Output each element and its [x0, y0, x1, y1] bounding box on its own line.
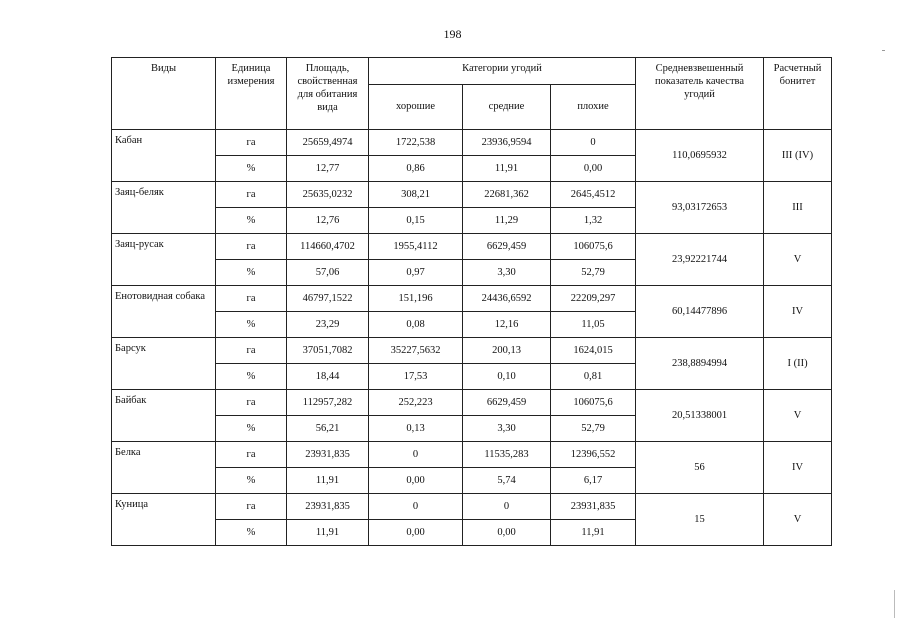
cell-ha-area: 112957,282	[287, 390, 369, 416]
bonitet-value: III (IV)	[764, 130, 832, 182]
habitat-table	[111, 57, 832, 546]
cell-pct-area: 57,06	[287, 260, 369, 286]
cell-pct-area: 12,76	[287, 208, 369, 234]
species-name: Барсук	[112, 338, 216, 390]
cell-ha-bad: 23931,835	[551, 494, 636, 520]
table-row	[112, 286, 832, 312]
cell-ha-bad: 22209,297	[551, 286, 636, 312]
cell-pct-medium: 12,16	[463, 312, 551, 338]
cell-ha-unit: га	[216, 286, 287, 312]
cell-ha-bad: 1624,015	[551, 338, 636, 364]
cell-pct-good: 0,00	[369, 468, 463, 494]
cell-ha-unit: га	[216, 390, 287, 416]
cell-pct-area: 12,77	[287, 156, 369, 182]
header-bonitet: Расчетный бонитет	[764, 58, 832, 130]
cell-ha-good: 151,196	[369, 286, 463, 312]
cell-ha-unit: га	[216, 182, 287, 208]
cell-ha-bad: 106075,6	[551, 234, 636, 260]
cell-pct-unit: %	[216, 312, 287, 338]
scan-edge-mark	[894, 590, 895, 618]
cell-pct-area: 18,44	[287, 364, 369, 390]
cell-pct-medium: 0,10	[463, 364, 551, 390]
cell-ha-unit: га	[216, 338, 287, 364]
cell-ha-good: 308,21	[369, 182, 463, 208]
quality-value: 60,14477896	[636, 286, 764, 338]
cell-ha-good: 1722,538	[369, 130, 463, 156]
cell-pct-medium: 0,00	[463, 520, 551, 546]
table-row	[112, 442, 832, 468]
cell-pct-unit: %	[216, 416, 287, 442]
species-name: Енотовидная собака	[112, 286, 216, 338]
cell-ha-medium: 22681,362	[463, 182, 551, 208]
table-row	[112, 130, 832, 156]
scan-artifact	[882, 50, 885, 51]
header-good: хорошие	[369, 85, 463, 130]
species-name: Байбак	[112, 390, 216, 442]
cell-pct-unit: %	[216, 260, 287, 286]
cell-pct-bad: 0,00	[551, 156, 636, 182]
cell-pct-bad: 1,32	[551, 208, 636, 234]
cell-ha-good: 35227,5632	[369, 338, 463, 364]
quality-value: 15	[636, 494, 764, 546]
cell-pct-bad: 11,05	[551, 312, 636, 338]
cell-pct-area: 23,29	[287, 312, 369, 338]
cell-ha-bad: 2645,4512	[551, 182, 636, 208]
quality-value: 238,8894994	[636, 338, 764, 390]
cell-pct-good: 0,15	[369, 208, 463, 234]
cell-ha-medium: 6629,459	[463, 390, 551, 416]
cell-ha-bad: 12396,552	[551, 442, 636, 468]
table-row	[112, 494, 832, 520]
cell-ha-good: 252,223	[369, 390, 463, 416]
cell-pct-bad: 11,91	[551, 520, 636, 546]
bonitet-value: III	[764, 182, 832, 234]
cell-ha-medium: 11535,283	[463, 442, 551, 468]
table-row	[112, 234, 832, 260]
cell-ha-area: 114660,4702	[287, 234, 369, 260]
cell-ha-bad: 0	[551, 130, 636, 156]
header-area: Площадь, свойственная для обитания вида	[287, 58, 369, 130]
quality-value: 93,03172653	[636, 182, 764, 234]
cell-ha-area: 46797,1522	[287, 286, 369, 312]
header-quality: Средневзвешенный показатель качества угодий	[636, 58, 764, 130]
bonitet-value: V	[764, 494, 832, 546]
cell-pct-bad: 52,79	[551, 260, 636, 286]
cell-pct-good: 0,97	[369, 260, 463, 286]
cell-pct-medium: 5,74	[463, 468, 551, 494]
cell-pct-good: 0,86	[369, 156, 463, 182]
cell-pct-medium: 11,29	[463, 208, 551, 234]
cell-ha-bad: 106075,6	[551, 390, 636, 416]
cell-pct-unit: %	[216, 520, 287, 546]
bonitet-value: V	[764, 234, 832, 286]
cell-pct-area: 11,91	[287, 520, 369, 546]
bonitet-value: I (II)	[764, 338, 832, 390]
cell-pct-good: 0,08	[369, 312, 463, 338]
species-name: Заяц-русак	[112, 234, 216, 286]
cell-pct-area: 11,91	[287, 468, 369, 494]
cell-pct-good: 0,00	[369, 520, 463, 546]
quality-value: 20,51338001	[636, 390, 764, 442]
species-name: Белка	[112, 442, 216, 494]
cell-ha-unit: га	[216, 234, 287, 260]
cell-ha-area: 25635,0232	[287, 182, 369, 208]
cell-ha-good: 1955,4112	[369, 234, 463, 260]
species-name: Куница	[112, 494, 216, 546]
cell-ha-area: 37051,7082	[287, 338, 369, 364]
table-header	[112, 58, 832, 130]
cell-ha-unit: га	[216, 130, 287, 156]
header-categories: Категории угодий	[369, 58, 636, 85]
table-row	[112, 338, 832, 364]
cell-pct-unit: %	[216, 208, 287, 234]
quality-value: 56	[636, 442, 764, 494]
quality-value: 23,92221744	[636, 234, 764, 286]
cell-pct-bad: 52,79	[551, 416, 636, 442]
bonitet-value: V	[764, 390, 832, 442]
cell-ha-area: 25659,4974	[287, 130, 369, 156]
cell-pct-bad: 6,17	[551, 468, 636, 494]
cell-pct-unit: %	[216, 156, 287, 182]
species-name: Заяц-беляк	[112, 182, 216, 234]
cell-pct-medium: 11,91	[463, 156, 551, 182]
cell-ha-good: 0	[369, 494, 463, 520]
cell-pct-unit: %	[216, 364, 287, 390]
cell-ha-medium: 23936,9594	[463, 130, 551, 156]
cell-ha-medium: 0	[463, 494, 551, 520]
cell-ha-area: 23931,835	[287, 494, 369, 520]
cell-ha-medium: 6629,459	[463, 234, 551, 260]
cell-pct-medium: 3,30	[463, 260, 551, 286]
cell-pct-medium: 3,30	[463, 416, 551, 442]
cell-ha-medium: 24436,6592	[463, 286, 551, 312]
cell-ha-unit: га	[216, 442, 287, 468]
cell-pct-bad: 0,81	[551, 364, 636, 390]
header-bad: плохие	[551, 85, 636, 130]
bonitet-value: IV	[764, 286, 832, 338]
header-species: Виды	[112, 58, 216, 130]
table-body	[112, 130, 832, 546]
cell-ha-medium: 200,13	[463, 338, 551, 364]
table-row	[112, 390, 832, 416]
header-medium: средние	[463, 85, 551, 130]
cell-pct-area: 56,21	[287, 416, 369, 442]
header-unit: Единица измерения	[216, 58, 287, 130]
cell-ha-area: 23931,835	[287, 442, 369, 468]
cell-ha-unit: га	[216, 494, 287, 520]
cell-ha-good: 0	[369, 442, 463, 468]
cell-pct-unit: %	[216, 468, 287, 494]
cell-pct-good: 17,53	[369, 364, 463, 390]
species-name: Кабан	[112, 130, 216, 182]
cell-pct-good: 0,13	[369, 416, 463, 442]
bonitet-value: IV	[764, 442, 832, 494]
page-number: 198	[443, 27, 462, 41]
table-row	[112, 182, 832, 208]
quality-value: 110,0695932	[636, 130, 764, 182]
